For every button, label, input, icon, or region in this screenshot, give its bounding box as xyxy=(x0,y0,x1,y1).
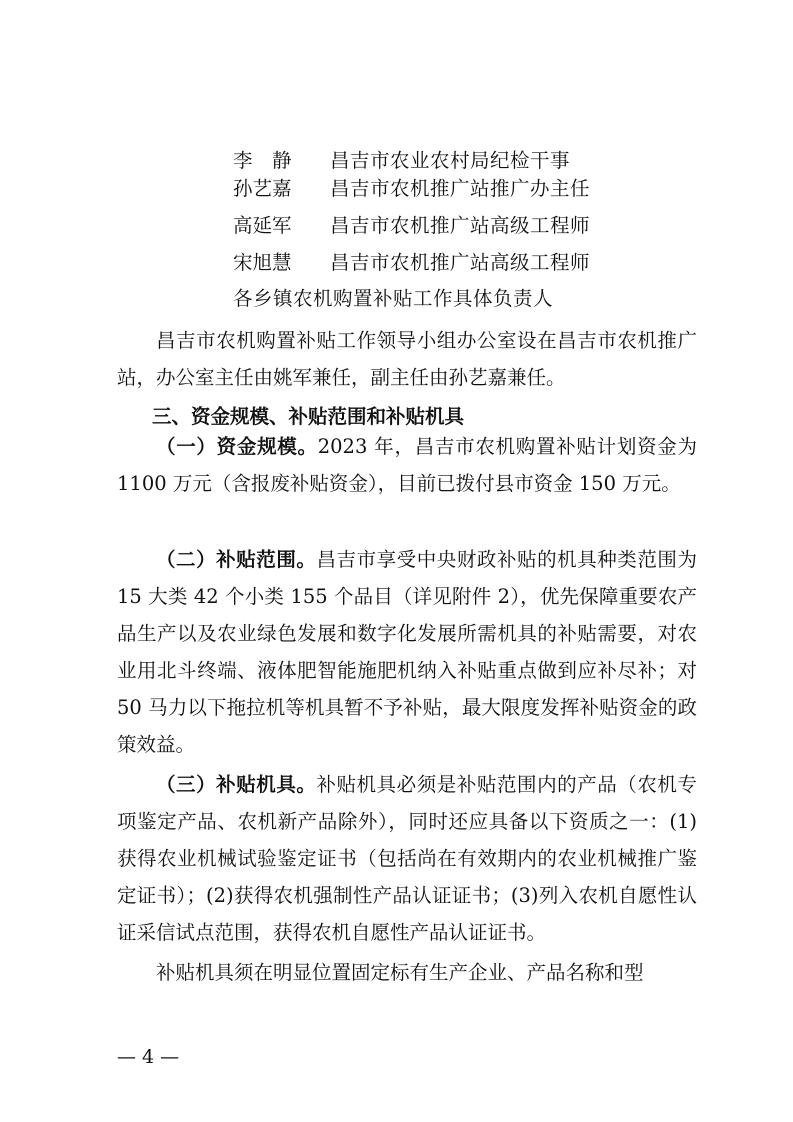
member-name: 李 静 xyxy=(233,149,292,172)
paragraph-marking: 补贴机具须在明显位置固定标有生产企业、产品名称和型 xyxy=(156,961,644,984)
paragraph-subsidy-machinery xyxy=(117,766,697,951)
member-name: 宋旭慧 xyxy=(233,251,292,274)
member-role: 昌吉市农机推广站高级工程师 xyxy=(330,251,591,274)
paragraph-text: 2023 年，昌吉市农机购置补贴计划资金为 1100 万元（含报废补贴资金），目前已拨付县市资金 150 万元。 xyxy=(117,435,697,495)
paragraph-text: 补贴机具必须是补贴范围内的产品（农机专项鉴定产品、农机新产品除外），同时还应具备以下资质之一：(1)获得农业机械试验鉴定证书（包括尚在有效期内的农业机械推广鉴定证书）；(2)获得农机强制性产品认证证书；(3)列入农机自愿性认证采信试点范围，获得农机自愿性产品认证证书。 xyxy=(117,773,697,944)
paragraph-subsidy-scope xyxy=(117,541,697,763)
office-paragraph: 昌吉市农机购置补贴工作领导小组办公室设在昌吉市农机推广站，办公室主任由姚军兼任，副主任由孙艺嘉兼任。 xyxy=(117,329,697,389)
member-role: 昌吉市农业农村局纪检干事 xyxy=(330,149,571,172)
members-note: 各乡镇农机购置补贴工作具体负责人 xyxy=(233,287,554,310)
member-name: 高延军 xyxy=(233,214,292,237)
paragraph-lead: （一）资金规模。 xyxy=(156,435,318,458)
member-role: 昌吉市农机推广站高级工程师 xyxy=(330,214,591,237)
section-heading: 三、资金规模、补贴范围和补贴机具 xyxy=(152,405,465,428)
member-name: 孙艺嘉 xyxy=(233,177,292,200)
paragraph-text: 昌吉市享受中央财政补贴的机具种类范围为 15 大类 42 个小类 155 个品目（详见附件 2），优先保障重要农产品生产以及农业绿色发展和数字化发展所需机具的补贴需要，对农业用北斗终端、液体肥智能施肥机纳入补贴重点做到应补尽补；对 50 马力以下拖拉机等机具暂不予补贴，最大限度发挥补贴资金的政策效益。 xyxy=(117,548,697,756)
page-number: — 4 — xyxy=(117,1046,180,1068)
paragraph-lead: （三）补贴机具。 xyxy=(156,773,317,796)
paragraph-lead: （二）补贴范围。 xyxy=(156,548,317,571)
paragraph-fund-scale xyxy=(117,428,697,502)
member-role: 昌吉市农机推广站推广办主任 xyxy=(330,177,591,200)
